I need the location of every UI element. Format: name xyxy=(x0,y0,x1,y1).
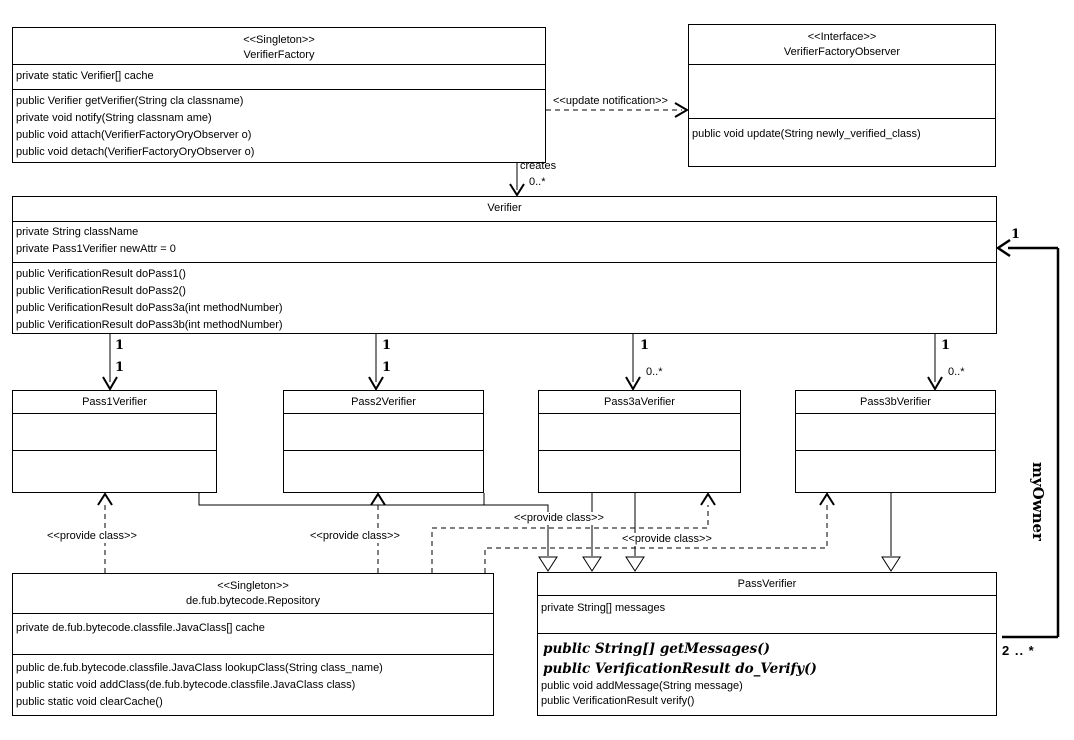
provide-class-pass2-arrowhead xyxy=(371,494,385,505)
method: public VerificationResult doPass2() xyxy=(16,285,186,297)
class-name: Verifier xyxy=(487,202,522,214)
multiplicity-one: 1 xyxy=(115,338,125,353)
provide-class-pass1-arrowhead xyxy=(98,494,112,505)
multiplicity-zero-many: 0..* xyxy=(646,366,663,378)
class-verifier-factory-observer-header xyxy=(689,25,995,64)
update-notification-label: <<update notification>> xyxy=(553,95,668,107)
class-pass2-verifier-header xyxy=(284,391,483,413)
class-verifier-factory xyxy=(12,27,546,163)
methods-compartment xyxy=(13,262,996,339)
attribute: private Pass1Verifier newAttr = 0 xyxy=(16,243,176,255)
method: public void addMessage(String message) xyxy=(541,680,743,692)
attribute: private static Verifier[] cache xyxy=(16,70,154,82)
creates-label: creates xyxy=(520,160,557,172)
class-pass3b-verifier-header xyxy=(796,391,995,413)
myowner-role-label: myOwner xyxy=(1029,462,1047,541)
provide-class-label: <<provide class>> xyxy=(514,512,604,524)
method: public de.fub.bytecode.classfile.JavaClass lookupClass(String class_name) xyxy=(16,662,383,674)
attributes-compartment xyxy=(13,221,996,262)
method: public void detach(VerifierFactoryOryObserver o) xyxy=(16,146,255,158)
method: public VerificationResult doPass3b(int methodNumber) xyxy=(16,319,283,331)
multiplicity-one: 1 xyxy=(382,360,392,375)
stereotype: <<Singleton>> xyxy=(243,34,315,46)
provide-class-label: <<provide class>> xyxy=(310,530,400,542)
class-pass2-verifier xyxy=(283,390,484,493)
stereotype: <<Interface>> xyxy=(807,31,877,43)
class-pass3a-verifier xyxy=(538,390,741,493)
attributes-compartment xyxy=(13,613,493,654)
multiplicity-zero-many: 0..* xyxy=(948,366,965,378)
class-pass-verifier-header xyxy=(538,573,996,595)
method: public static void addClass(de.fub.bytecode.classfile.JavaClass class) xyxy=(16,679,356,691)
methods-compartment xyxy=(538,633,996,726)
attributes-compartment xyxy=(538,595,996,633)
methods-compartment xyxy=(689,118,995,174)
method: public VerificationResult doPass1() xyxy=(16,268,186,280)
provide-class-pass3a-arrowhead xyxy=(701,494,715,505)
attributes-compartment xyxy=(796,413,995,450)
generalization-triangle-1 xyxy=(539,557,557,571)
class-repository-header xyxy=(13,574,493,613)
attribute: private String[] messages xyxy=(541,602,666,614)
attributes-compartment xyxy=(13,413,216,450)
class-name: Pass2Verifier xyxy=(351,396,416,408)
method: public void update(String newly_verified_class) xyxy=(692,128,921,140)
stereotype: <<Singleton>> xyxy=(217,580,289,592)
generalization-triangle-3 xyxy=(626,557,644,571)
attribute: private String className xyxy=(16,226,139,238)
provide-class-pass3b-arrowhead xyxy=(820,494,834,505)
methods-compartment xyxy=(796,450,995,492)
class-verifier-factory-header xyxy=(13,28,545,64)
multiplicity-one: 1 xyxy=(115,360,125,375)
class-name: Pass1Verifier xyxy=(82,396,147,408)
method: public static void clearCache() xyxy=(16,696,163,708)
method: public VerificationResult verify() xyxy=(541,695,695,707)
method: public VerificationResult doPass3a(int methodNumber) xyxy=(16,302,283,314)
class-pass3a-verifier-header xyxy=(539,391,740,413)
creates-multiplicity: 0..* xyxy=(529,176,546,188)
method: public Verifier getVerifier(String cla classname) xyxy=(16,95,244,107)
attributes-compartment xyxy=(689,64,995,118)
methods-compartment xyxy=(539,450,740,492)
myowner-multiplicity-range: 2 .. * xyxy=(1002,643,1035,658)
attributes-compartment xyxy=(13,64,545,89)
methods-compartment xyxy=(13,450,216,492)
multiplicity-one: 1 xyxy=(640,338,650,353)
attributes-compartment xyxy=(284,413,483,450)
class-verifier xyxy=(12,196,997,334)
class-verifier-factory-observer xyxy=(688,24,996,167)
class-name: PassVerifier xyxy=(737,578,797,590)
generalization-triangle-4 xyxy=(882,557,900,571)
methods-compartment xyxy=(13,89,545,167)
class-name: VerifierFactoryObserver xyxy=(783,46,901,58)
method: public void attach(VerifierFactoryOryObserver o) xyxy=(16,129,252,141)
class-name: Pass3aVerifier xyxy=(604,396,675,408)
abstract-method: public String[] getMessages() xyxy=(543,641,770,657)
abstract-method: public VerificationResult do_Verify() xyxy=(543,661,817,677)
class-pass1-verifier-header xyxy=(13,391,216,413)
methods-compartment xyxy=(284,450,483,492)
multiplicity-one: 1 xyxy=(382,338,392,353)
class-verifier-header xyxy=(13,197,996,221)
generalization-triangle-2 xyxy=(583,557,601,571)
class-name: de.fub.bytecode.Repository xyxy=(186,595,320,607)
provide-class-label: <<provide class>> xyxy=(47,530,137,542)
myowner-multiplicity-one: 1 xyxy=(1011,227,1021,242)
class-name: Pass3bVerifier xyxy=(860,396,931,408)
attribute: private de.fub.bytecode.classfile.JavaClass[] cache xyxy=(16,622,265,634)
provide-class-label: <<provide class>> xyxy=(622,533,712,545)
class-pass1-verifier xyxy=(12,390,217,493)
class-repository xyxy=(12,573,494,716)
class-name: VerifierFactory xyxy=(243,49,315,61)
class-pass-verifier xyxy=(537,572,997,716)
attributes-compartment xyxy=(539,413,740,450)
multiplicity-one: 1 xyxy=(941,338,951,353)
methods-compartment xyxy=(13,654,493,726)
method: private void notify(String classnam ame) xyxy=(16,112,212,124)
class-pass3b-verifier xyxy=(795,390,996,493)
